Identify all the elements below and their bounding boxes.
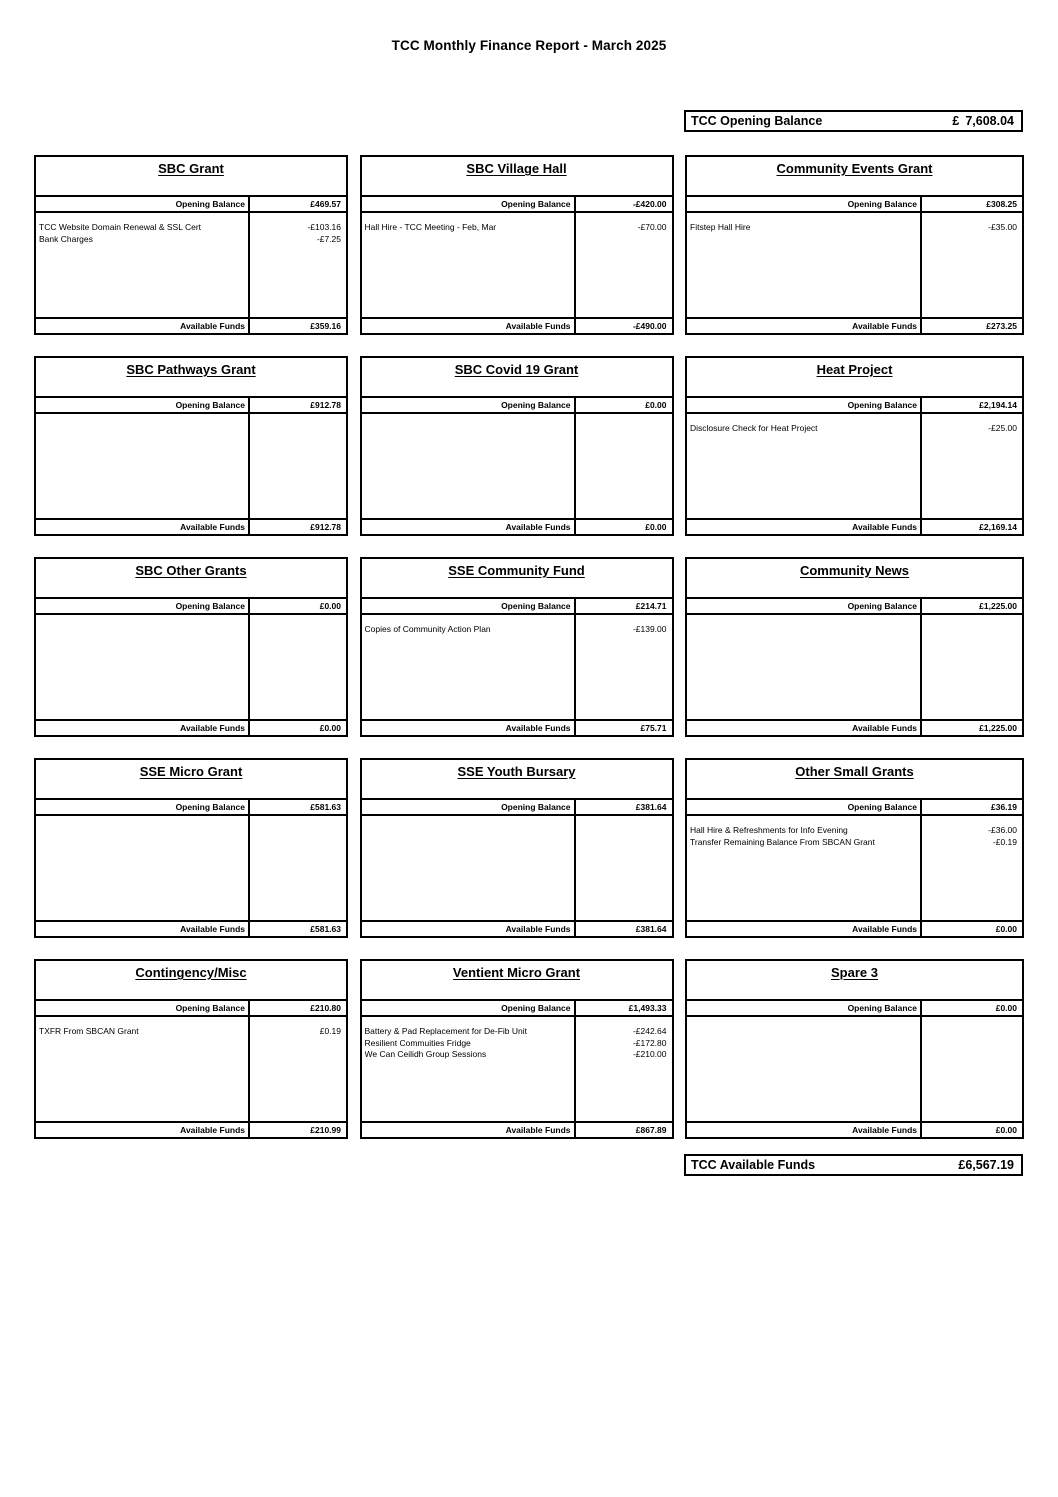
fund-card: [34, 758, 348, 938]
transaction-amounts: [250, 1017, 346, 1121]
available-funds-label: Available Funds: [362, 520, 576, 534]
available-funds-label: Available Funds: [687, 520, 922, 534]
transaction-list: [687, 414, 1022, 518]
transaction-list: [687, 1017, 1022, 1121]
fund-card-title: Ventient Micro Grant: [452, 965, 581, 980]
fund-card: [685, 356, 1024, 536]
fund-card: [685, 758, 1024, 938]
available-funds-label: Available Funds: [687, 1123, 922, 1137]
transaction-list: [687, 213, 1022, 317]
transaction-list: [36, 1017, 346, 1121]
opening-balance-value: £2,194.14: [979, 400, 1017, 410]
transaction-amounts: [922, 213, 1022, 317]
opening-balance-label: Opening Balance: [362, 197, 576, 211]
opening-balance-value: £1,225.00: [979, 601, 1017, 611]
opening-balance-label: Opening Balance: [362, 800, 576, 814]
opening-balance-row: [362, 1001, 672, 1017]
transaction-description: Hall Hire & Refreshments for Info Evening: [690, 825, 848, 835]
opening-balance-value: £381.64: [635, 802, 667, 812]
fund-card-title: SSE Community Fund: [448, 563, 585, 578]
available-funds-value: £1,225.00: [979, 723, 1017, 733]
currency-symbol: £: [952, 114, 960, 128]
opening-balance-value: £0.00: [995, 1003, 1017, 1013]
page-title: TCC Monthly Finance Report - March 2025: [391, 38, 667, 53]
opening-balance-label: Opening Balance: [687, 800, 922, 814]
transaction-amounts: [922, 1017, 1022, 1121]
opening-balance-value: £0.00: [645, 400, 667, 410]
fund-card-title-row: [36, 961, 346, 1001]
opening-balance-value: £210.80: [310, 1003, 341, 1013]
opening-balance-value: £0.00: [319, 601, 341, 611]
fund-card-title: SBC Covid 19 Grant: [454, 362, 579, 377]
available-funds-value: £210.99: [310, 1125, 341, 1135]
opening-balance-label: Opening Balance: [362, 599, 576, 613]
transaction-descriptions: [687, 816, 922, 920]
fund-card-title-row: [687, 559, 1022, 599]
available-funds-label: Available Funds: [687, 721, 922, 735]
transaction-list: [362, 615, 672, 719]
opening-balance-label: Opening Balance: [362, 1001, 576, 1015]
opening-balance-label: Opening Balance: [36, 599, 250, 613]
available-funds-value: £581.63: [310, 924, 341, 934]
tcc-opening-balance-label: TCC Opening Balance: [691, 114, 823, 128]
transaction-description: TCC Website Domain Renewal & SSL Cert: [39, 222, 202, 232]
opening-balance-row: [362, 599, 672, 615]
available-funds-row: [362, 719, 672, 735]
opening-balance-value: -£420.00: [632, 199, 667, 209]
transaction-list: [362, 1017, 672, 1121]
fund-card: [34, 155, 348, 335]
tcc-opening-balance-amount: 7,608.04: [965, 114, 1014, 128]
fund-cards-grid: [34, 155, 1024, 1139]
fund-card: [685, 155, 1024, 335]
available-funds-row: [687, 920, 1022, 936]
opening-balance-row: [36, 1001, 346, 1017]
transaction-description: Battery & Pad Replacement for De-Fib Unit: [364, 1026, 528, 1036]
fund-card-title-row: [362, 157, 672, 197]
fund-card-title: SSE Micro Grant: [139, 764, 243, 779]
available-funds-row: [36, 719, 346, 735]
transaction-descriptions: [687, 615, 922, 719]
available-funds-label: Available Funds: [36, 721, 250, 735]
transaction-amounts: [576, 213, 672, 317]
fund-card-title: Community Events Grant: [776, 161, 933, 176]
fund-card-title-row: [36, 358, 346, 398]
transaction-amount: -£210.00: [632, 1049, 667, 1059]
fund-card-title-row: [362, 760, 672, 800]
available-funds-label: Available Funds: [362, 1123, 576, 1137]
available-funds-row: [687, 317, 1022, 333]
fund-card: [34, 959, 348, 1139]
available-funds-label: Available Funds: [687, 319, 922, 333]
fund-card-title: Contingency/Misc: [135, 965, 247, 980]
transaction-descriptions: [362, 1017, 576, 1121]
transaction-list: [362, 816, 672, 920]
opening-balance-label: Opening Balance: [687, 599, 922, 613]
opening-balance-row: [36, 599, 346, 615]
available-funds-label: Available Funds: [36, 319, 250, 333]
transaction-descriptions: [36, 213, 250, 317]
opening-balance-row: [687, 599, 1022, 615]
transaction-descriptions: [362, 816, 576, 920]
transaction-descriptions: [687, 414, 922, 518]
opening-balance-row: [362, 800, 672, 816]
transaction-list: [36, 213, 346, 317]
available-funds-row: [362, 1121, 672, 1137]
available-funds-value: £0.00: [319, 723, 341, 733]
transaction-amounts: [250, 213, 346, 317]
fund-card-title-row: [362, 559, 672, 599]
transaction-amount: -£35.00: [988, 222, 1017, 232]
fund-card-title: SBC Other Grants: [135, 563, 247, 578]
fund-card: [685, 557, 1024, 737]
opening-balance-value: £308.25: [986, 199, 1017, 209]
transaction-amounts: [250, 414, 346, 518]
fund-card-title-row: [362, 358, 672, 398]
transaction-descriptions: [362, 414, 576, 518]
transaction-amount: -£36.00: [988, 825, 1017, 835]
tcc-opening-balance-bar: [684, 110, 1023, 132]
opening-balance-label: Opening Balance: [687, 1001, 922, 1015]
transaction-list: [362, 414, 672, 518]
fund-card: [34, 557, 348, 737]
available-funds-row: [36, 518, 346, 534]
fund-card-title: Heat Project: [816, 362, 893, 377]
available-funds-value: £273.25: [986, 321, 1017, 331]
available-funds-label: Available Funds: [36, 922, 250, 936]
opening-balance-row: [362, 197, 672, 213]
opening-balance-label: Opening Balance: [36, 800, 250, 814]
transaction-amount: £0.19: [319, 1026, 341, 1036]
available-funds-value: £381.64: [635, 924, 667, 934]
opening-balance-row: [687, 800, 1022, 816]
transaction-description: Resilient Commuities Fridge: [364, 1037, 471, 1048]
transaction-list: [687, 615, 1022, 719]
opening-balance-row: [687, 1001, 1022, 1017]
fund-card-title: Other Small Grants: [795, 764, 914, 779]
transaction-amounts: [576, 1017, 672, 1121]
available-funds-row: [687, 518, 1022, 534]
available-funds-label: Available Funds: [362, 319, 576, 333]
fund-card: [360, 758, 674, 938]
tcc-available-funds-amount: £6,567.19: [958, 1158, 1014, 1172]
opening-balance-row: [362, 398, 672, 414]
transaction-descriptions: [362, 213, 576, 317]
opening-balance-row: [36, 800, 346, 816]
fund-card-title-row: [687, 157, 1022, 197]
transaction-description: TXFR From SBCAN Grant: [39, 1026, 139, 1036]
fund-card-title: Spare 3: [831, 965, 878, 980]
transaction-amounts: [250, 615, 346, 719]
available-funds-row: [687, 719, 1022, 735]
available-funds-value: -£490.00: [632, 321, 667, 331]
fund-card-title-row: [687, 961, 1022, 1001]
transaction-amounts: [576, 615, 672, 719]
transaction-amount: -£7.25: [316, 233, 341, 244]
transaction-descriptions: [36, 414, 250, 518]
available-funds-label: Available Funds: [362, 922, 576, 936]
transaction-description: Bank Charges: [39, 233, 93, 244]
transaction-description: Hall Hire - TCC Meeting - Feb, Mar: [364, 222, 497, 232]
fund-card-title-row: [36, 760, 346, 800]
available-funds-label: Available Funds: [687, 922, 922, 936]
fund-card-title: SBC Pathways Grant: [126, 362, 256, 377]
available-funds-value: £912.78: [310, 522, 341, 532]
transaction-list: [36, 816, 346, 920]
transaction-amount: -£172.80: [632, 1037, 667, 1048]
available-funds-label: Available Funds: [36, 520, 250, 534]
opening-balance-label: Opening Balance: [687, 197, 922, 211]
fund-card-title-row: [36, 157, 346, 197]
transaction-description: Fitstep Hall Hire: [690, 222, 751, 232]
available-funds-row: [362, 920, 672, 936]
opening-balance-label: Opening Balance: [36, 1001, 250, 1015]
transaction-amount: -£0.19: [992, 836, 1017, 847]
transaction-amount: -£103.16: [307, 222, 341, 232]
available-funds-label: Available Funds: [362, 721, 576, 735]
transaction-descriptions: [36, 1017, 250, 1121]
transaction-descriptions: [687, 1017, 922, 1121]
fund-card-title-row: [36, 559, 346, 599]
transaction-amount: -£70.00: [637, 222, 667, 232]
available-funds-value: £359.16: [310, 321, 341, 331]
opening-balance-label: Opening Balance: [362, 398, 576, 412]
available-funds-row: [36, 317, 346, 333]
available-funds-label: Available Funds: [36, 1123, 250, 1137]
transaction-amounts: [576, 414, 672, 518]
opening-balance-row: [687, 197, 1022, 213]
fund-card-title-row: [687, 760, 1022, 800]
opening-balance-value: £36.19: [991, 802, 1017, 812]
transaction-amounts: [576, 816, 672, 920]
available-funds-value: £867.89: [635, 1125, 667, 1135]
transaction-amount: -£242.64: [632, 1026, 667, 1036]
transaction-descriptions: [687, 213, 922, 317]
fund-card-title: SBC Village Hall: [466, 161, 567, 176]
transaction-amounts: [922, 414, 1022, 518]
tcc-available-funds-bar: [684, 1154, 1023, 1176]
transaction-list: [36, 414, 346, 518]
transaction-description: Disclosure Check for Heat Project: [690, 423, 818, 433]
opening-balance-value: £469.57: [310, 199, 341, 209]
opening-balance-label: Opening Balance: [687, 398, 922, 412]
transaction-description: We Can Ceilidh Group Sessions: [364, 1049, 487, 1059]
transaction-amount: -£25.00: [988, 423, 1017, 433]
fund-card-title: SBC Grant: [158, 161, 224, 176]
available-funds-row: [362, 317, 672, 333]
available-funds-value: £0.00: [995, 924, 1017, 934]
opening-balance-label: Opening Balance: [36, 197, 250, 211]
fund-card: [34, 356, 348, 536]
fund-card-title: SSE Youth Bursary: [457, 764, 576, 779]
transaction-list: [36, 615, 346, 719]
transaction-description: Copies of Community Action Plan: [364, 624, 491, 634]
fund-card: [360, 557, 674, 737]
available-funds-row: [36, 920, 346, 936]
fund-card: [360, 959, 674, 1139]
fund-card: [360, 155, 674, 335]
opening-balance-row: [36, 197, 346, 213]
transaction-list: [687, 816, 1022, 920]
opening-balance-value: £214.71: [635, 601, 667, 611]
transaction-amount: -£139.00: [632, 624, 667, 634]
available-funds-value: £0.00: [995, 1125, 1017, 1135]
opening-balance-label: Opening Balance: [36, 398, 250, 412]
available-funds-value: £0.00: [645, 522, 667, 532]
transaction-amounts: [922, 816, 1022, 920]
transaction-descriptions: [362, 615, 576, 719]
fund-card-title: Community News: [799, 563, 910, 578]
available-funds-value: £75.71: [640, 723, 667, 733]
available-funds-value: £2,169.14: [979, 522, 1017, 532]
fund-card-title-row: [687, 358, 1022, 398]
transaction-list: [362, 213, 672, 317]
opening-balance-row: [687, 398, 1022, 414]
available-funds-row: [687, 1121, 1022, 1137]
fund-card: [685, 959, 1024, 1139]
opening-balance-row: [36, 398, 346, 414]
available-funds-row: [362, 518, 672, 534]
opening-balance-value: £581.63: [310, 802, 341, 812]
tcc-available-funds-label: TCC Available Funds: [691, 1158, 816, 1172]
transaction-amounts: [250, 816, 346, 920]
transaction-description: Transfer Remaining Balance From SBCAN Grant: [690, 836, 875, 847]
available-funds-row: [36, 1121, 346, 1137]
transaction-amounts: [922, 615, 1022, 719]
fund-card: [360, 356, 674, 536]
opening-balance-value: £912.78: [310, 400, 341, 410]
transaction-descriptions: [36, 615, 250, 719]
opening-balance-value: £1,493.33: [628, 1003, 667, 1013]
fund-card-title-row: [362, 961, 672, 1001]
transaction-descriptions: [36, 816, 250, 920]
